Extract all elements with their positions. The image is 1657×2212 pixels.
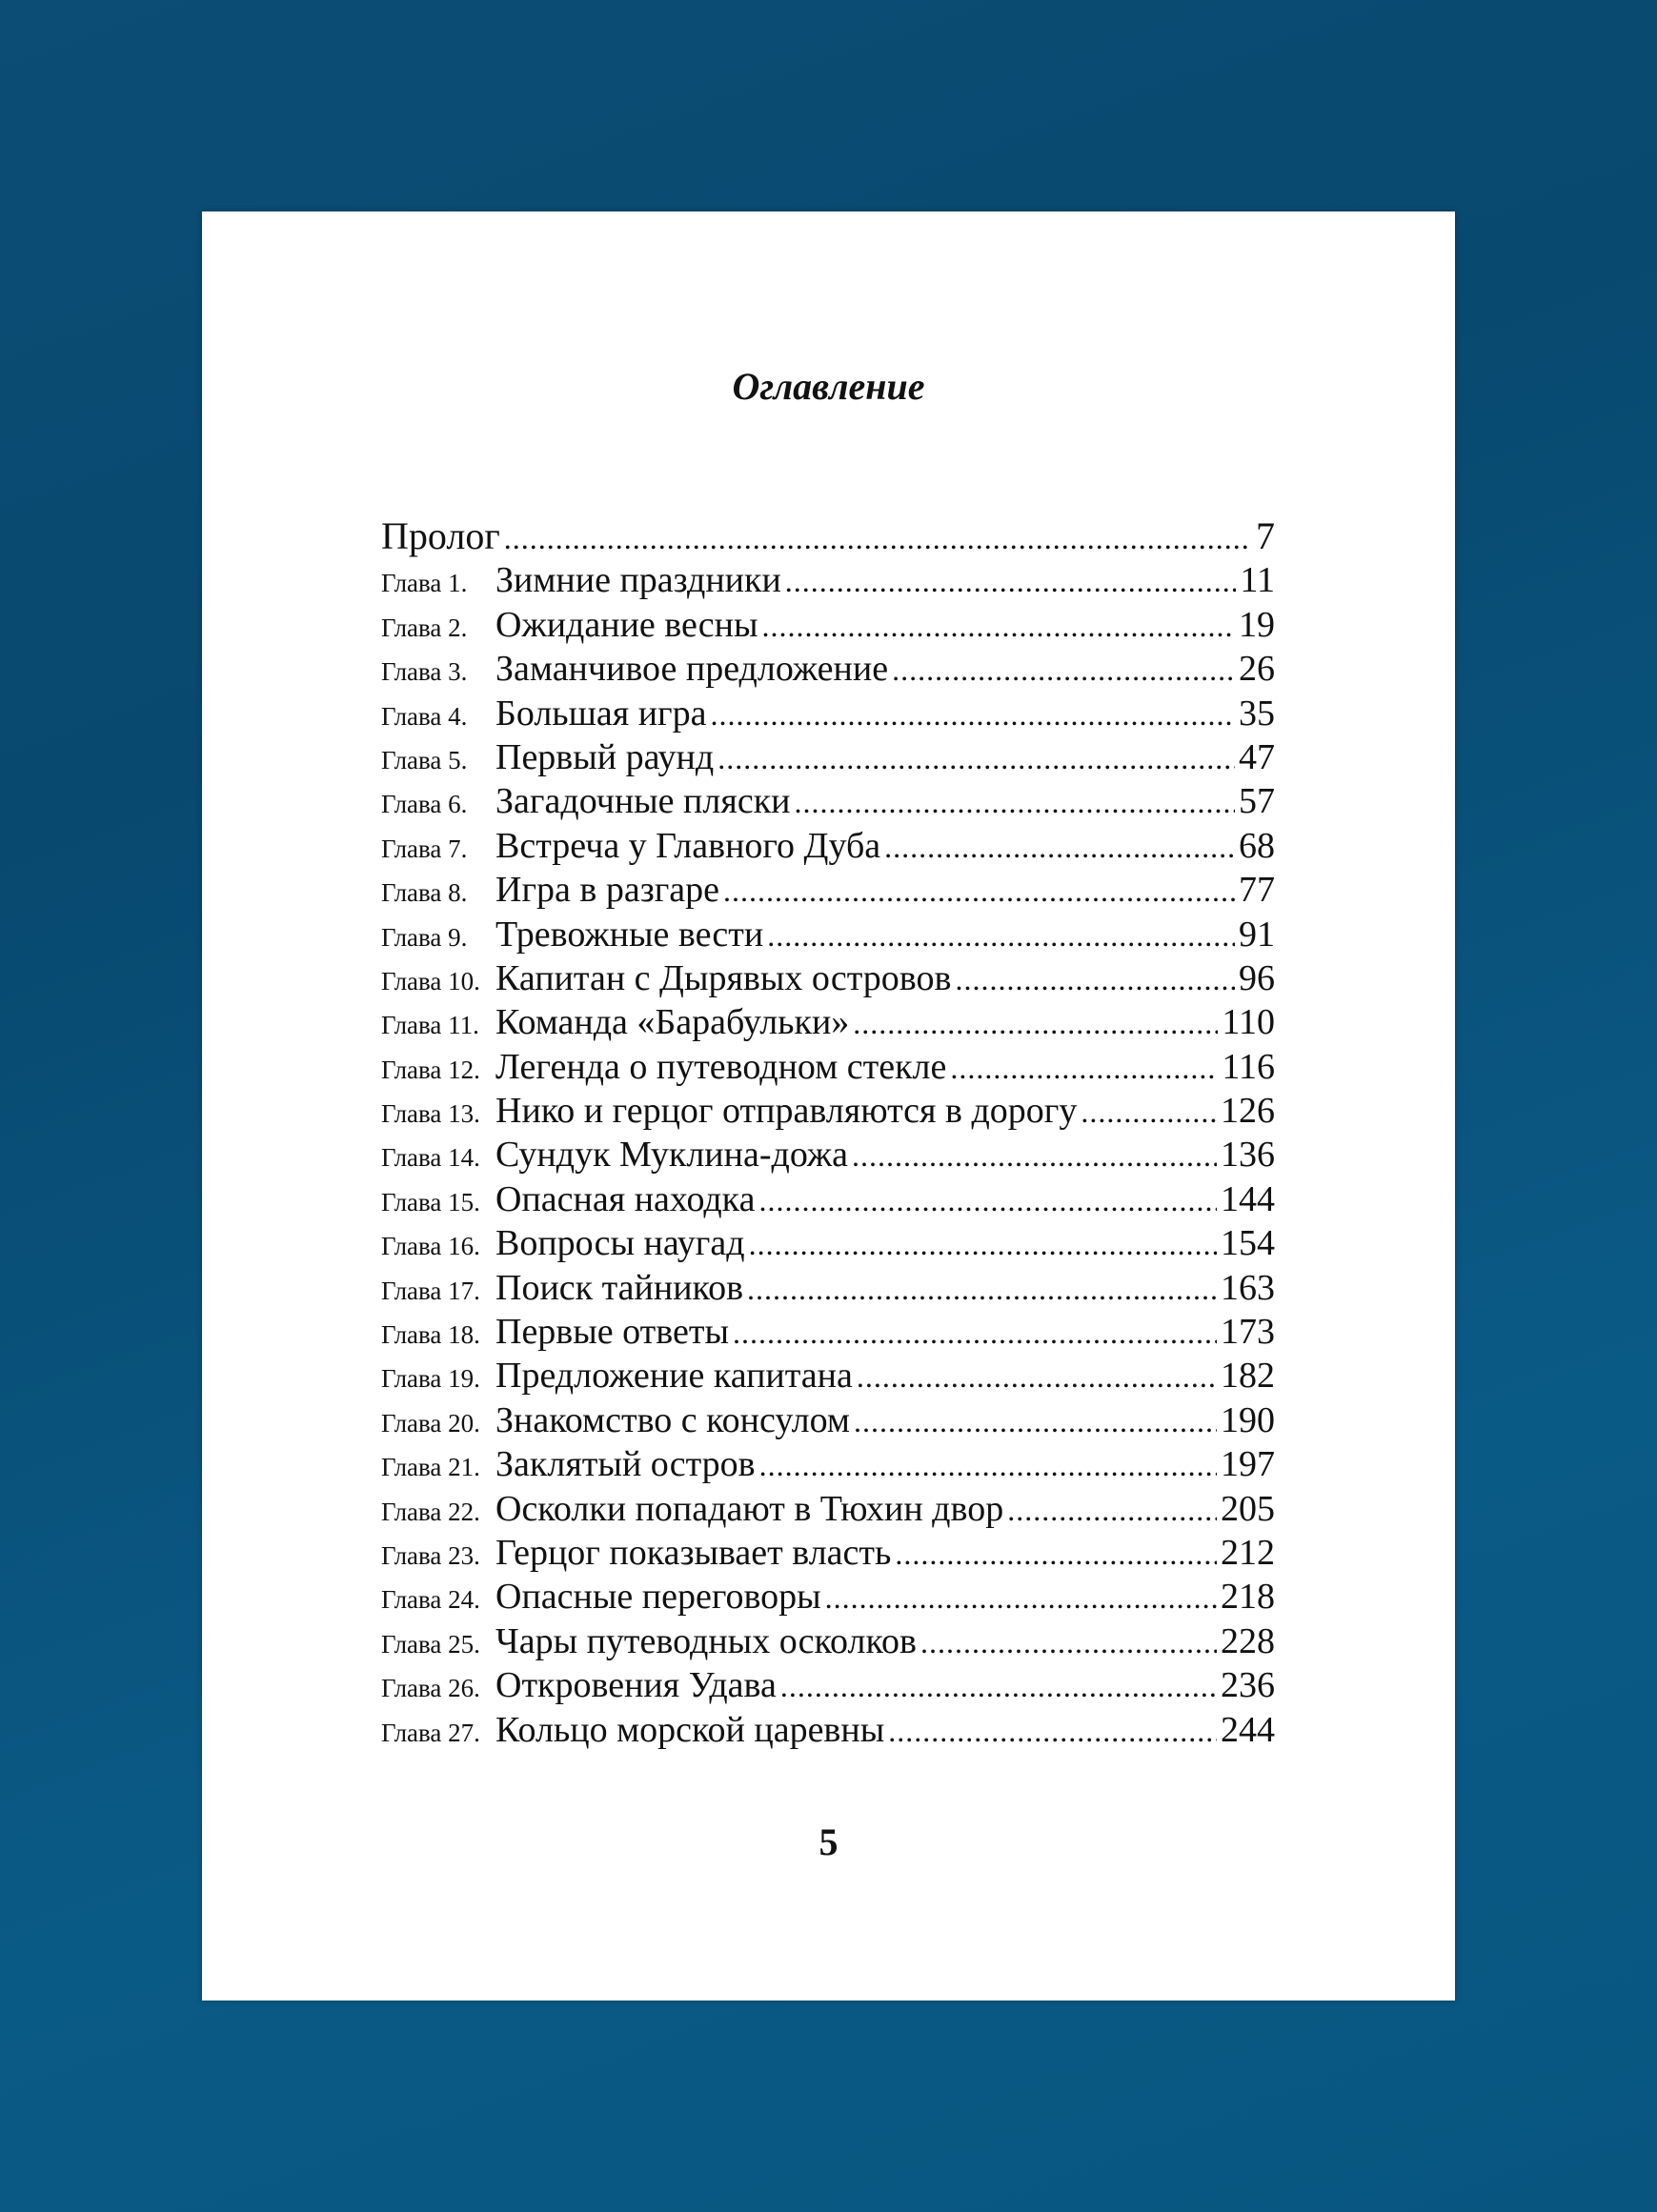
toc-entry-title: Вопросы наугад [495,1223,745,1264]
toc-leader-dots [1081,1090,1217,1134]
toc-leader-dots [749,1222,1217,1266]
toc-entry-page: 228 [1221,1620,1275,1661]
toc-chapter-label: Глава 18. [381,1320,480,1350]
toc-chapter-label: Глава 15. [381,1187,480,1217]
toc-leader-dots [785,559,1237,603]
toc-row [381,735,1275,779]
toc-row [381,956,1275,1000]
toc-row [381,1398,1275,1442]
toc-leader-dots [892,648,1235,692]
toc-entry-page: 126 [1221,1091,1275,1132]
toc-entry-title: Капитан с Дырявых островов [495,957,952,998]
toc-entry-title: Первый раунд [495,736,715,777]
toc-entry-title: Команда «Барабульки» [495,1002,850,1043]
toc-entry-title: Герцог показывает власть [495,1532,892,1573]
toc-entry-page: 11 [1240,560,1275,601]
toc-row [381,1354,1275,1398]
toc-row [381,779,1275,823]
toc-row [381,647,1275,691]
toc-leader-dots [852,1134,1217,1177]
toc-row [381,1177,1275,1221]
toc-leader-dots [888,1709,1217,1753]
toc-entry-page: 173 [1221,1312,1275,1353]
toc-entry-page: 35 [1239,693,1275,734]
toc-chapter-label: Глава 21. [381,1453,480,1482]
toc-entry-page: 163 [1221,1267,1275,1308]
toc-entry-page: 57 [1239,781,1275,822]
toc-entry-title: Предложение капитана [495,1356,853,1397]
toc-entry-title: Откровения Удава [495,1665,777,1706]
toc-entry-page: 182 [1221,1356,1275,1397]
toc-entry-page: 236 [1221,1665,1275,1706]
toc-leader-dots [767,914,1235,957]
toc-leader-dots [853,1001,1218,1045]
toc-entry-title: Поиск тайников [495,1267,744,1308]
toc-entry-page: 68 [1239,825,1275,866]
toc-entry-page: 91 [1239,914,1275,955]
toc-entry-title: Встреча у Главного Дуба [495,825,881,866]
toc-row [381,913,1275,956]
toc-leader-dots [854,1399,1217,1443]
toc-row [381,824,1275,868]
toc-leader-dots [780,1664,1217,1708]
toc-entry-page: 7 [1256,514,1275,557]
toc-chapter-label: Глава 5. [381,745,468,774]
toc-entry-page: 110 [1222,1002,1275,1043]
toc-row [381,1310,1275,1354]
toc-row [381,1133,1275,1176]
toc-row [381,603,1275,647]
toc-entry-page: 47 [1239,736,1275,777]
toc-entry-page: 136 [1221,1135,1275,1176]
toc-entry-title: Первые ответы [495,1312,729,1353]
toc-entry-page: 218 [1221,1577,1275,1618]
toc-chapter-label: Глава 26. [381,1674,480,1703]
toc-chapter-label: Глава 8. [381,878,468,908]
toc-row [381,1442,1275,1486]
toc-row [381,1487,1275,1531]
toc-row [381,1000,1275,1044]
toc-entry-page: 19 [1239,604,1275,645]
toc-entry-title: Тревожные вести [495,914,764,955]
toc-row [381,1221,1275,1265]
toc-row-prologue [381,514,1275,558]
toc-entry-page: 77 [1239,870,1275,911]
toc-entry-title: Легенда о путеводном стекле [495,1046,947,1087]
toc-entry-title: Заклятый остров [495,1444,756,1485]
toc-row [381,1045,1275,1089]
toc-entry-title: Зимние праздники [495,560,781,601]
toc-leader-dots [895,1532,1217,1576]
toc-row [381,868,1275,912]
toc-entry-page: 205 [1221,1488,1275,1529]
table-of-contents [381,514,1275,1752]
toc-entry-title: Чары путеводных осколков [495,1620,917,1661]
toc-leader-dots [825,1576,1217,1619]
toc-row [381,692,1275,735]
toc-chapter-label: Глава 10. [381,966,480,995]
toc-row [381,1089,1275,1133]
toc-leader-dots [950,1046,1218,1090]
toc-row [381,558,1275,602]
toc-leader-dots [857,1355,1217,1398]
toc-chapter-label: Глава 13. [381,1099,480,1129]
toc-chapter-label: Глава 14. [381,1143,480,1173]
toc-entry-title: Знакомство с консулом [495,1399,850,1440]
toc-leader-dots [762,604,1235,648]
toc-row [381,1531,1275,1575]
toc-entry-title: Нико и герцог отправляются в дорогу [495,1091,1078,1132]
toc-chapter-label: Глава 22. [381,1497,480,1526]
toc-entry-title: Опасные переговоры [495,1577,821,1618]
toc-entry-page: 190 [1221,1399,1275,1440]
toc-chapter-label: Глава 11. [381,1011,479,1040]
toc-chapter-label: Глава 23. [381,1540,480,1570]
toc-entry-page: 144 [1221,1178,1275,1219]
toc-chapter-label: Глава 17. [381,1276,480,1305]
toc-entry-page: 212 [1221,1532,1275,1573]
toc-entry-page: 26 [1239,649,1275,690]
toc-leader-dots [723,869,1235,913]
toc-chapter-label: Глава 12. [381,1055,480,1084]
toc-entry-page: 154 [1221,1223,1275,1264]
toc-leader-dots [795,780,1236,824]
toc-chapter-label: Глава 25. [381,1629,480,1659]
toc-row [381,1266,1275,1310]
toc-leader-dots [758,1178,1217,1222]
toc-entry-title: Заманчивое предложение [495,649,889,690]
toc-entry-page: 116 [1222,1046,1275,1087]
toc-chapter-label: Глава 27. [381,1718,480,1747]
toc-leader-dots [920,1620,1217,1664]
toc-chapter-label: Глава 3. [381,657,468,687]
page-title: Оглавление [732,365,925,408]
toc-leader-dots [759,1443,1217,1487]
toc-leader-dots [717,736,1235,780]
toc-entry-page: 244 [1221,1709,1275,1750]
toc-leader-dots [1007,1488,1217,1532]
toc-chapter-label: Глава 9. [381,922,468,952]
toc-entry-title: Сундук Муклина-дожа [495,1135,848,1176]
toc-leader-dots [711,693,1235,736]
toc-chapter-label: Глава 16. [381,1232,480,1261]
toc-leader-dots [955,957,1235,1001]
book-page [202,211,1455,2001]
toc-chapter-label: Глава 24. [381,1585,480,1615]
toc-row [381,1575,1275,1619]
page-number: 5 [818,1820,839,1863]
toc-chapter-label: Глава 19. [381,1364,480,1394]
toc-entry-title: Ожидание весны [495,604,758,645]
toc-entry-title: Загадочные пляски [495,781,791,822]
toc-leader-dots [733,1311,1217,1355]
toc-entry-title: Кольцо морской царевны [495,1709,885,1750]
toc-leader-dots [747,1267,1217,1311]
toc-chapter-label: Глава 4. [381,701,468,731]
toc-entry-title: Большая игра [495,693,707,734]
toc-chapter-label: Глава 6. [381,790,468,819]
toc-leader-dots [504,516,1252,560]
toc-row [381,1619,1275,1663]
toc-entry-title: Опасная находка [495,1178,756,1219]
toc-chapter-label: Глава 1. [381,569,468,598]
toc-chapter-label: Глава 20. [381,1408,480,1438]
toc-entry-page: 197 [1221,1444,1275,1485]
toc-chapter-label: Глава 7. [381,834,468,863]
toc-leader-dots [884,825,1235,869]
toc-row [381,1708,1275,1752]
toc-entry-title: Игра в разгаре [495,870,720,911]
toc-entry-title: Пролог [381,514,500,557]
toc-row [381,1663,1275,1707]
toc-entry-page: 96 [1239,957,1275,998]
toc-entry-title: Осколки попадают в Тюхин двор [495,1488,1004,1529]
toc-chapter-label: Глава 2. [381,613,468,642]
